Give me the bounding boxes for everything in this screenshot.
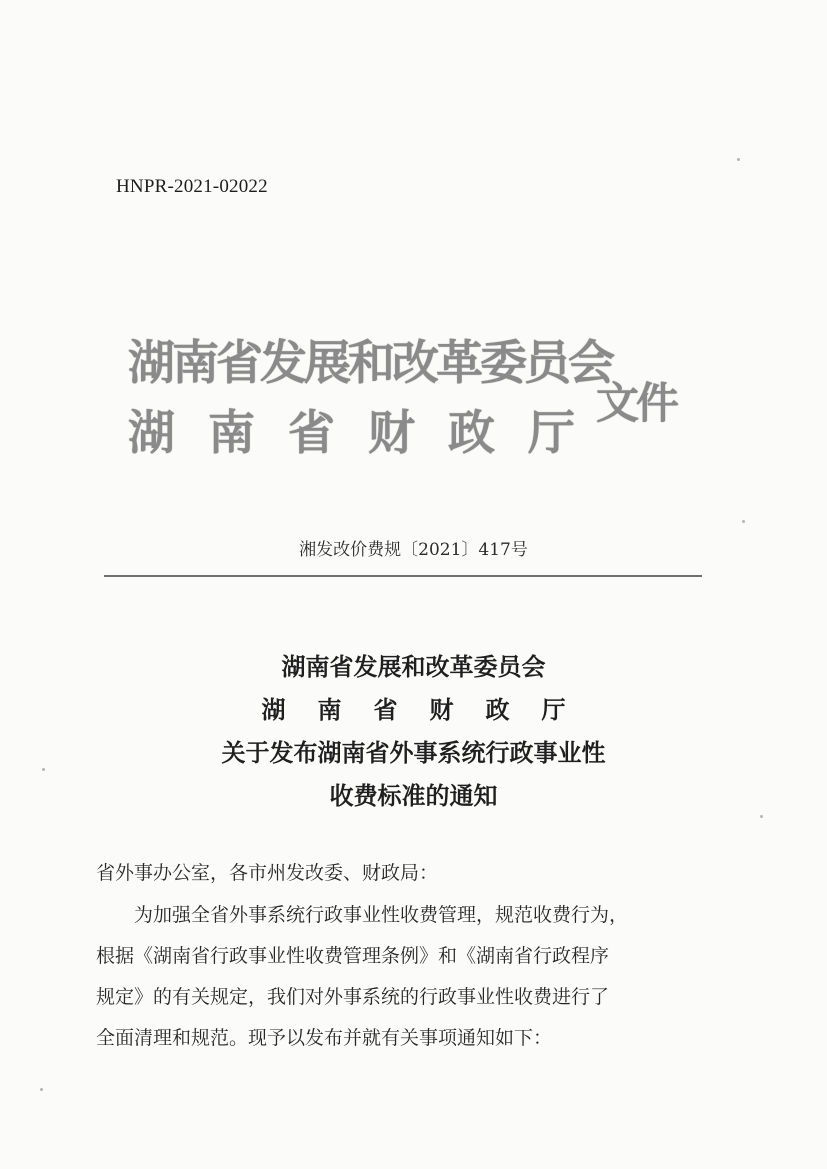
body-line: 规定》的有关规定，我们对外事系统的行政事业性收费进行了 bbox=[96, 986, 610, 1008]
scan-speck bbox=[737, 158, 740, 161]
scan-speck bbox=[742, 520, 745, 523]
addressee: 省外事办公室，各市州发改委、财政局： bbox=[96, 862, 439, 884]
title-line: 湖南省发展和改革委员会 bbox=[281, 652, 546, 681]
document-number: HNPR-2021-02022 bbox=[116, 176, 268, 197]
header-divider bbox=[104, 575, 702, 577]
scan-speck bbox=[40, 1088, 43, 1091]
title-line: 湖南省财政厅 bbox=[261, 695, 598, 724]
document-type-suffix: 文件 bbox=[596, 379, 676, 429]
body-line: 根据《湖南省行政事业性收费管理条例》和《湖南省行政程序 bbox=[96, 945, 610, 967]
body-line: 全面清理和规范。现予以发布并就有关事项通知如下： bbox=[96, 1027, 553, 1049]
document-title bbox=[0, 645, 827, 817]
title-line: 收费标准的通知 bbox=[329, 781, 498, 810]
body-line: 为加强全省外事系统行政事业性收费管理，规范收费行为， bbox=[134, 904, 629, 926]
scan-speck bbox=[760, 815, 763, 818]
title-line: 关于发布湖南省外事系统行政事业性 bbox=[221, 738, 606, 767]
reference-number: 湘发改价费规〔2021〕417号 bbox=[299, 540, 528, 560]
body-paragraph bbox=[96, 895, 736, 1059]
scan-speck bbox=[42, 768, 45, 771]
issuer-header bbox=[128, 318, 708, 468]
issuer-name-2: 湖南省财政厅 bbox=[128, 406, 608, 461]
issuer-name-1: 湖南省发展和改革委员会 bbox=[128, 336, 612, 391]
